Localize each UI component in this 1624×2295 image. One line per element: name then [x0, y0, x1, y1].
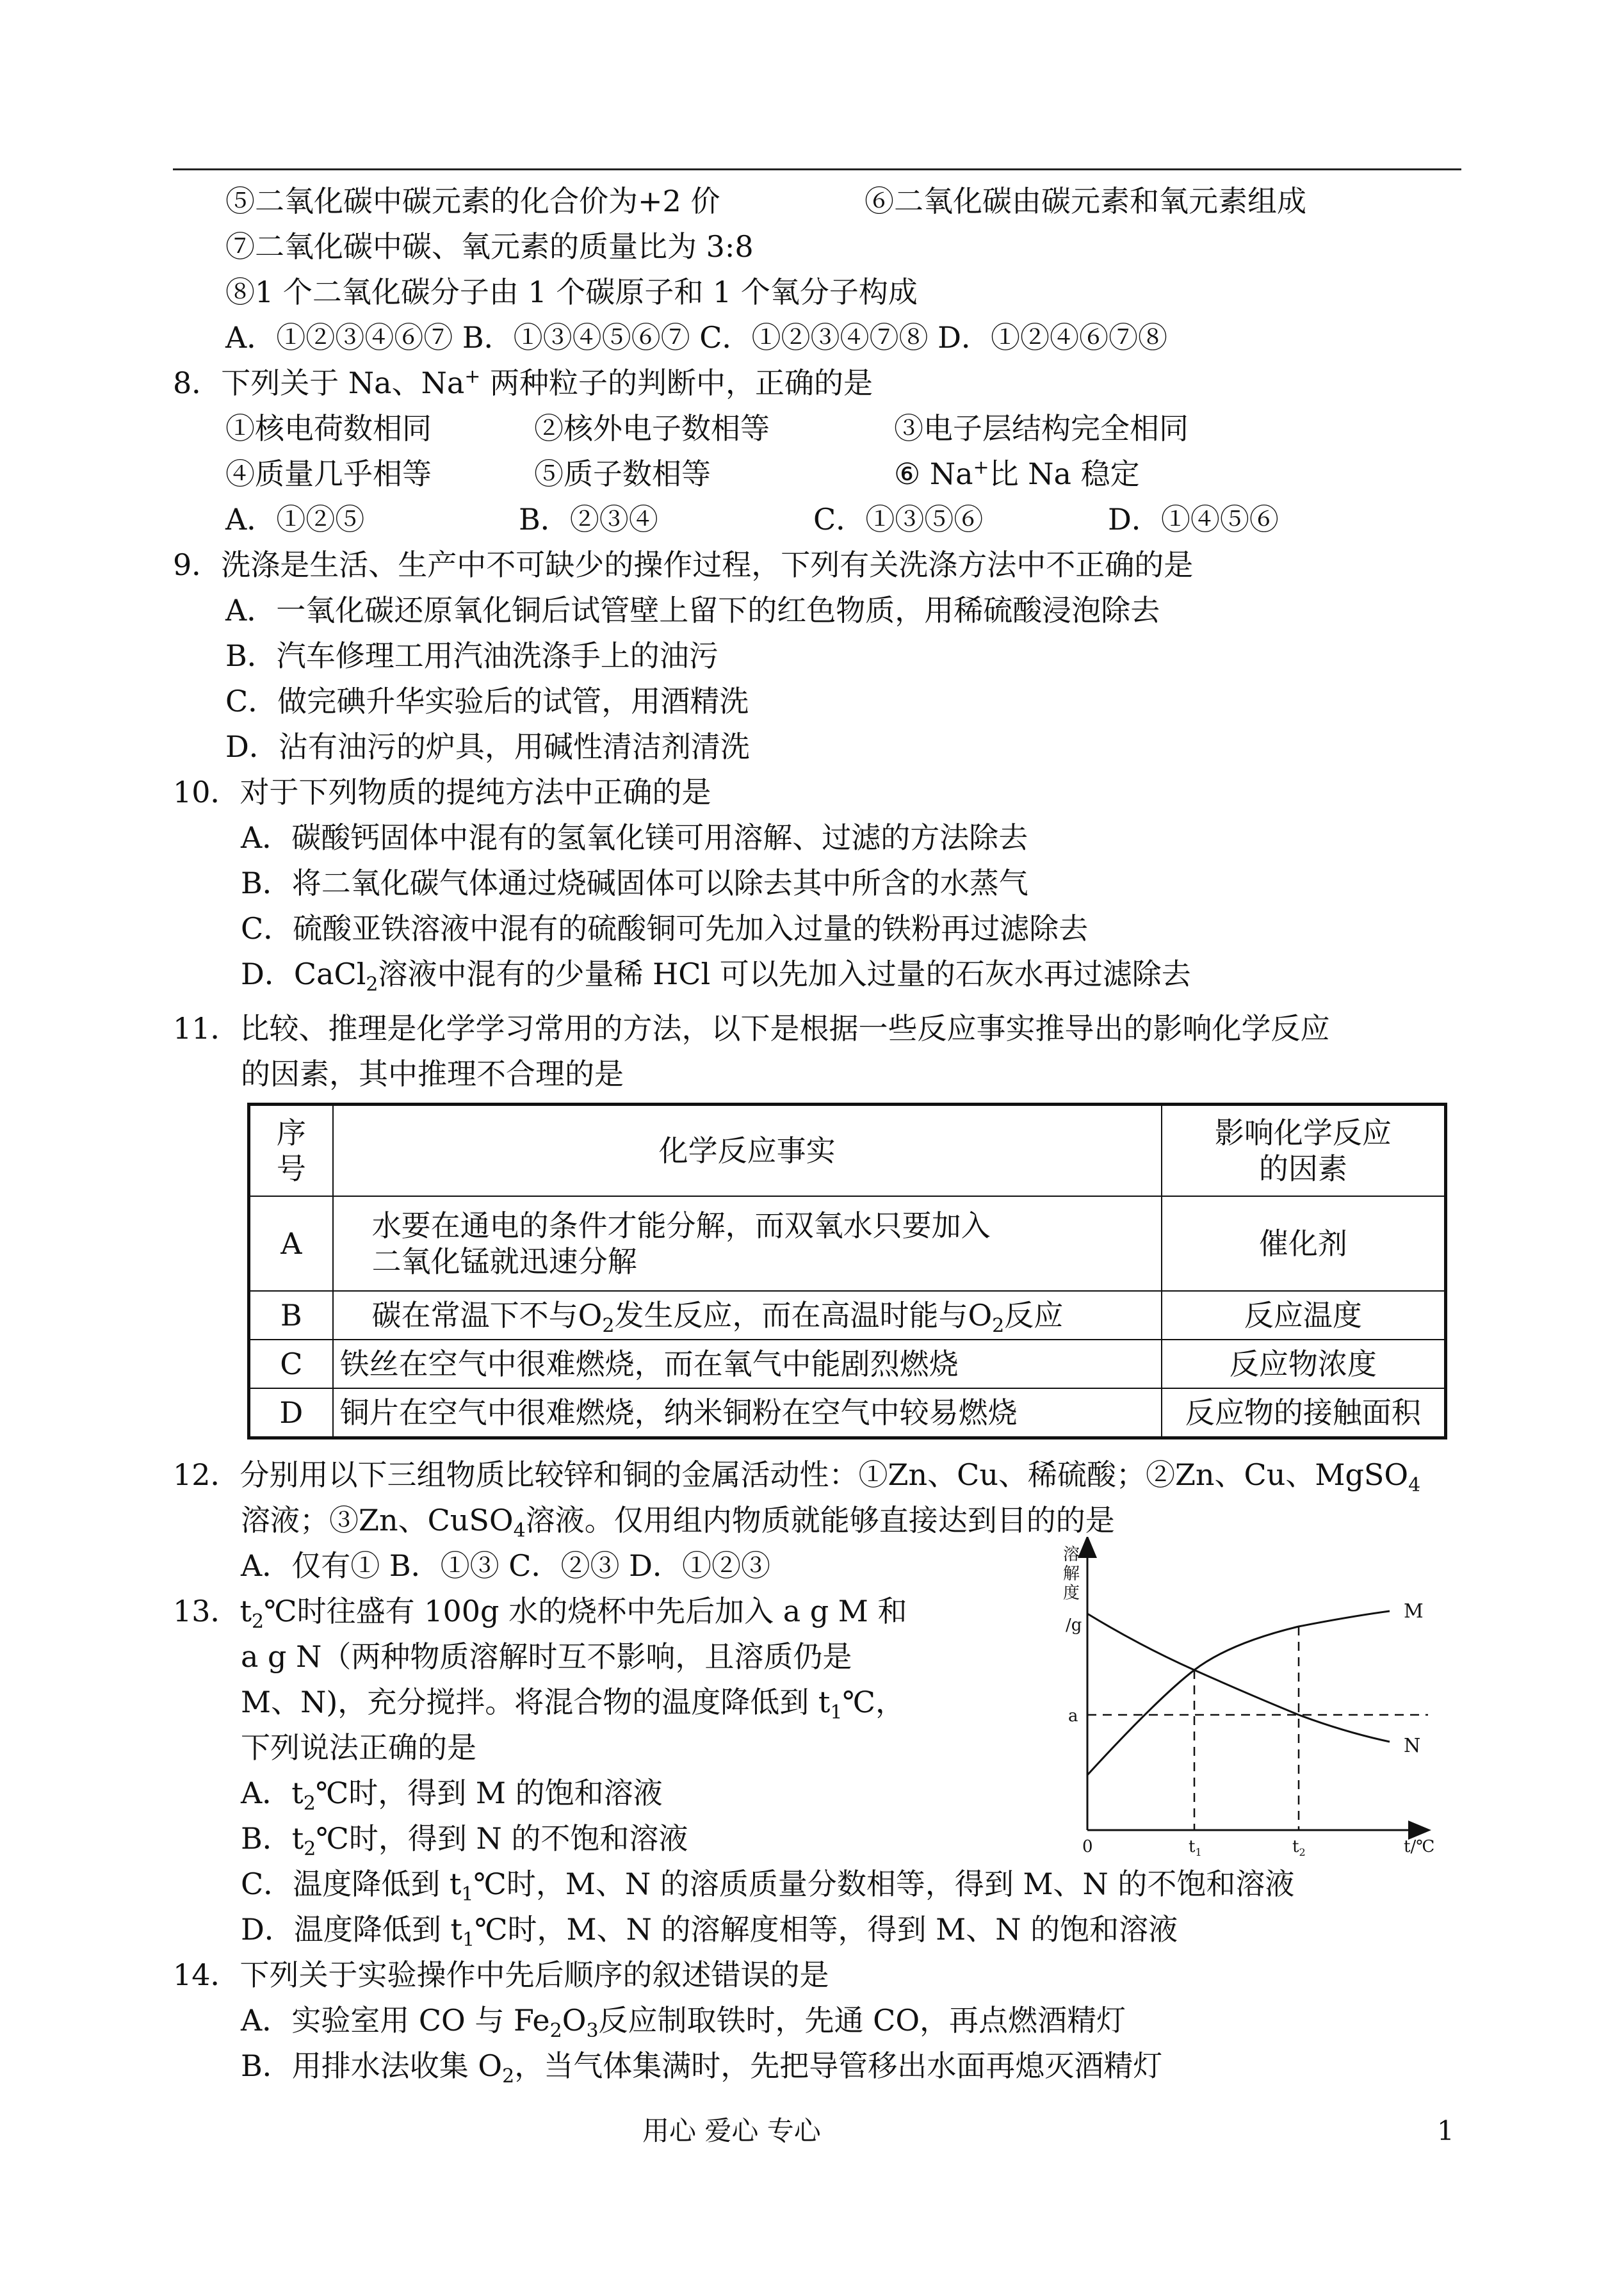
origin-label: 0	[1082, 1837, 1093, 1856]
q10-option-c: C．硫酸亚铁溶液中混有的硫酸铜可先加入过量的铁粉再过滤除去	[241, 911, 1089, 946]
x-axis-label: t/℃	[1404, 1837, 1435, 1856]
row-id: A	[249, 1196, 333, 1291]
table-row	[249, 1196, 1446, 1291]
q8-item-3: ③电子层结构完全相同	[894, 411, 1189, 446]
header-fact: 化学反应事实	[333, 1105, 1162, 1197]
q13-stem-line4: 下列说法正确的是	[241, 1730, 476, 1765]
q7-option-7: ⑦二氧化碳中碳、氧元素的质量比为 3:8	[225, 229, 754, 264]
row-factor: 反应物浓度	[1162, 1340, 1446, 1388]
q9-stem: 9．洗涤是生活、生产中不可缺少的操作过程，下列有关洗涤方法中不正确的是	[173, 547, 1194, 582]
footer-motto: 用心 爱心 专心	[642, 2115, 821, 2146]
q8-item-4: ④质量几乎相等	[225, 457, 432, 491]
solubility-chart	[1063, 1537, 1447, 1857]
row-id: C	[249, 1340, 333, 1388]
q9-option-c: C．做完碘升华实验后的试管，用酒精洗	[225, 684, 749, 718]
q10-option-a: A．碳酸钙固体中混有的氢氧化镁可用溶解、过滤的方法除去	[241, 820, 1028, 855]
y-label-4: /g	[1066, 1616, 1082, 1635]
q11-stem-line2: 的因素，其中推理不合理的是	[241, 1057, 624, 1091]
row-id: D	[249, 1388, 333, 1438]
q8-item-1: ①核电荷数相同	[225, 411, 432, 446]
row-fact: 水要在通电的条件才能分解，而双氧水只要加入 二氧化锰就迅速分解	[333, 1196, 1162, 1291]
q10-option-d: D．CaCl$_2$溶液中混有的少量稀 HCl 可以先加入过量的石灰水再过滤除去	[241, 957, 1191, 996]
q8-choice-a: A．①②⑤	[225, 502, 365, 537]
q14-stem: 14．下列关于实验操作中先后顺序的叙述错误的是	[173, 1958, 829, 1992]
t1-label: $t_1$	[1189, 1837, 1202, 1857]
table-row	[249, 1388, 1446, 1438]
header-seq: 序 号	[249, 1105, 333, 1197]
q12-choices: A．仅有① B．①③ C．②③ D．①②③	[241, 1548, 770, 1583]
table-header-row	[249, 1105, 1446, 1197]
q13-option-a: A．$t_2℃$时，得到 M 的饱和溶液	[241, 1776, 663, 1815]
series-m-label: M	[1404, 1600, 1424, 1623]
series-n-label: N	[1404, 1735, 1421, 1757]
row-factor: 反应温度	[1162, 1291, 1446, 1340]
q8-item-5: ⑤质子数相等	[534, 457, 711, 491]
q8-item-2: ②核外电子数相等	[534, 411, 770, 446]
q14-option-a: A．实验室用 CO 与 $Fe_2O_3$反应制取铁时，先通 CO，再点燃酒精灯	[241, 2003, 1126, 2043]
q13-stem-line2: a g N（两种物质溶解时互不影响，且溶质仍是	[241, 1639, 852, 1674]
q7-option-8: ⑧1 个二氧化碳分子由 1 个碳原子和 1 个氧分子构成	[225, 275, 918, 309]
q10-stem: 10．对于下列物质的提纯方法中正确的是	[173, 775, 711, 809]
curve-n	[1087, 1614, 1390, 1742]
q8-choice-b: B．②③④	[519, 502, 658, 537]
q13-stem-line3: M、N)，充分搅拌。将混合物的温度降低到 $t_1℃$，	[241, 1685, 905, 1724]
q8-choice-d: D．①④⑤⑥	[1108, 502, 1279, 537]
q13-option-c: C．温度降低到 $t_1℃$时，M、N 的溶质质量分数相等，得到 M、N 的不饱和溶液	[241, 1867, 1295, 1906]
page-number: 1	[1437, 2115, 1454, 2146]
q8-stem: 8．下列关于 Na、Na+ 两种粒子的判断中，正确的是	[173, 365, 873, 400]
q13-option-b: B．$t_2℃$时，得到 N 的不饱和溶液	[241, 1821, 688, 1861]
q8-choice-c: C．①③⑤⑥	[813, 502, 984, 537]
q7-choices: A．①②③④⑥⑦ B．①③④⑤⑥⑦ C．①②③④⑦⑧ D．①②④⑥⑦⑧	[225, 320, 1167, 355]
q9-option-a: A．一氧化碳还原氧化铜后试管壁上留下的红色物质，用稀硫酸浸泡除去	[225, 593, 1160, 628]
y-label-1: 溶	[1063, 1545, 1080, 1564]
a-label: a	[1068, 1707, 1078, 1726]
q11-stem-line1: 11．比较、推理是化学学习常用的方法，以下是根据一些反应事实推导出的影响化学反应	[173, 1011, 1330, 1046]
solubility-chart-svg	[1063, 1537, 1447, 1857]
row-factor: 反应物的接触面积	[1162, 1388, 1446, 1438]
y-label-3: 度	[1063, 1584, 1080, 1603]
header-factor: 影响化学反应 的因素	[1162, 1105, 1446, 1197]
table-row	[249, 1291, 1446, 1340]
q9-option-d: D．沾有油污的炉具，用碱性清洁剂清洗	[225, 729, 750, 764]
row-fact: 铜片在空气中很难燃烧，纳米铜粉在空气中较易燃烧	[333, 1388, 1162, 1438]
table-row	[249, 1340, 1446, 1388]
q7-option-5: ⑤二氧化碳中碳元素的化合价为+2 价	[225, 184, 720, 218]
q9-option-b: B．汽车修理工用汽油洗涤手上的油污	[225, 638, 719, 673]
q12-stem-line2: 溶液；③Zn、CuSO$_4$溶液。仅用组内物质就能够直接达到目的的是	[241, 1503, 1115, 1543]
q12-stem-line1: 12．分别用以下三组物质比较锌和铜的金属活动性：①Zn、Cu、稀硫酸；②Zn、Cu、MgSO$_4$	[173, 1457, 1421, 1497]
curve-m	[1087, 1611, 1390, 1775]
q13-option-d: D．温度降低到 $t_1℃$时，M、N 的溶解度相等，得到 M、N 的饱和溶液	[241, 1912, 1178, 1952]
reaction-factors-table	[247, 1103, 1447, 1439]
q7-option-6: ⑥二氧化碳由碳元素和氧元素组成	[865, 184, 1306, 218]
y-label-2: 解	[1063, 1564, 1080, 1584]
q14-option-b: B．用排水法收集 $O_2$，当气体集满时，先把导管移出水面再熄灭酒精灯	[241, 2048, 1163, 2088]
row-id: B	[249, 1291, 333, 1340]
t2-label: $t_2$	[1292, 1837, 1306, 1857]
header-rule	[173, 168, 1461, 170]
q10-option-b: B．将二氧化碳气体通过烧碱固体可以除去其中所含的水蒸气	[241, 866, 1028, 900]
q8-item-6: ⑥ Na+比 Na 稳定	[894, 456, 1140, 491]
row-factor: 催化剂	[1162, 1196, 1446, 1291]
row-fact: 铁丝在空气中很难燃烧，而在氧气中能剧烈燃烧	[333, 1340, 1162, 1388]
q13-stem-line1: 13．$t_2℃$时往盛有 100g 水的烧杯中先后加入 a g M 和	[173, 1594, 907, 1634]
row-fact: 碳在常温下不与$O_2$发生反应，而在高温时能与$O_2$反应	[333, 1291, 1162, 1340]
